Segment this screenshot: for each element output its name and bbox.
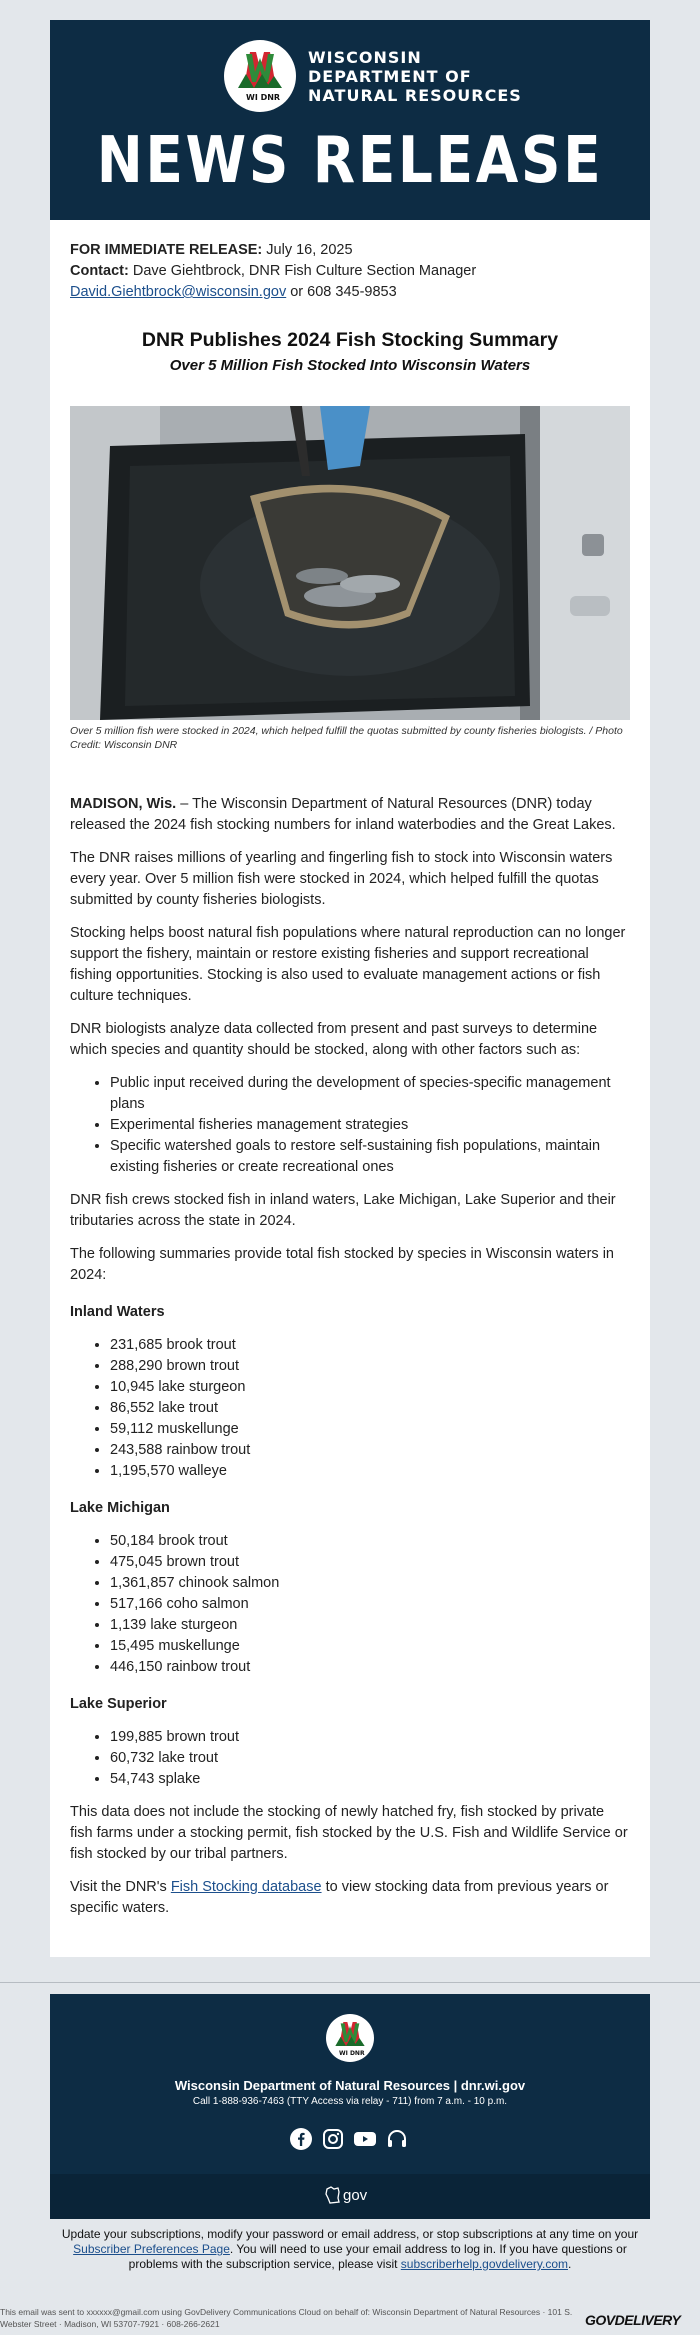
footer-phone: Call 1-888-936-7463 (TTY Access via relay - 711) from 7 a.m. - 10 p.m. [192,2096,508,2107]
factors-list [110,1073,630,1178]
article-body [70,794,630,1919]
inland-waters-list [110,1335,630,1482]
footer-org-title: Wisconsin Department of Natural Resources | dnr.wi.gov [174,2078,526,2093]
list-item: • 446,150 rainbow trout [110,1657,630,1678]
list-item: • Specific watershed goals to restore self-sustaining fish populations, maintain existing fisheries or create recreational ones [110,1136,630,1178]
news-release-card [50,20,650,1957]
facebook-icon[interactable] [288,2126,314,2152]
contact-email-link[interactable]: David.Giehtbrock@wisconsin.gov [70,284,287,300]
sent-notice: This email was sent to xxxxxx@gmail.com using GovDelivery Communications Cloud on behalf of: Wisconsin Department of Natural Resources · 101 S. Webster Street · Madison, WI 53707-7921 · 608-266-2621 [0,2307,573,2329]
list-item: • 1,361,857 chinook salmon [110,1573,630,1594]
subheadline: Over 5 Million Fish Stocked Into Wisconsin Waters [169,357,531,374]
logo-line-2: DEPARTMENT OF [308,66,472,86]
list-item: • 50,184 brook trout [110,1531,630,1552]
release-date-line [70,240,630,261]
contact-label: Contact: [70,263,129,279]
header-banner [50,20,650,220]
lake-superior-heading: Lake Superior [70,1696,167,1712]
inland-waters-heading: Inland Waters [70,1304,165,1320]
contact-name: Dave Giehtbrock, DNR Fish Culture Section Manager [132,263,477,279]
subscriber-help-link[interactable]: subscriberhelp.govdelivery.com [400,2257,568,2271]
p8-after: to view stocking data from previous years or specific waters. [70,1879,609,1916]
lake-michigan-heading: Lake Michigan [70,1500,170,1516]
list-item: • Public input received during the development of species-specific management plans [110,1073,630,1115]
list-item: • 517,166 coho salmon [110,1594,630,1615]
logo-badge: WI DNR [246,93,281,102]
headline: DNR Publishes 2024 Fish Stocking Summary [141,329,559,351]
paragraph-4: DNR biologists analyze data collected from present and past surveys to determine which species and quantity should be stocked, along with other factors such as: [70,1021,598,1058]
list-item: • 86,552 lake trout [110,1398,630,1419]
youtube-icon[interactable] [352,2126,378,2152]
list-item: • Experimental fisheries management strategies [110,1115,630,1136]
footer-dnr-emblem-icon [326,2014,374,2062]
subs-text-a: Update your subscriptions, modify your password or email address, or stop subscriptions at any time on your [61,2227,639,2241]
subs-text-b: . You will need to use your email address to log in. If you have questions or problems with the subscription service, please visit [128,2242,627,2271]
logo-line-3: NATURAL RESOURCES [308,85,522,105]
paragraph-5: DNR fish crews stocked fish in inland waters, Lake Michigan, Lake Superior and their tributaries across the state in 2024. [70,1192,616,1229]
footer-banner [50,1994,650,2219]
list-item: • 231,685 brook trout [110,1335,630,1356]
release-date: July 16, 2025 [266,242,353,258]
paragraph-6: The following summaries provide total fish stocked by species in Wisconsin waters in 2024: [70,1246,614,1283]
gov-label: gov [343,2186,368,2204]
footer-divider [0,1982,700,1983]
intro-text: – The Wisconsin Department of Natural Resources (DNR) today released the 2024 fish stocking numbers for inland waterbodies and the Great Lakes. [70,796,616,833]
subscription-notice [55,2227,645,2272]
logo-line-1: WISCONSIN [308,47,422,67]
list-item: • 243,588 rainbow trout [110,1440,630,1461]
contact-phone: or 608 345-9853 [290,284,397,300]
list-item: • 60,732 lake trout [110,1748,630,1769]
footer-gov-bar [50,2174,650,2219]
list-item: • 288,290 brown trout [110,1356,630,1377]
release-content [50,220,650,1919]
list-item: • 199,885 brown trout [110,1727,630,1748]
paragraph-7: This data does not include the stocking of newly hatched fry, fish stocked by private fish farms under a stocking permit, fish stocked by the U.S. Fish and Wildlife Service or fish stocked by our tribal partners. [70,1804,628,1862]
list-item: • 54,743 splake [110,1769,630,1790]
logo-wordmark [308,48,522,105]
fish-net-photo [70,406,630,720]
subscriber-preferences-link[interactable]: Subscriber Preferences Page [73,2242,230,2256]
list-item: • 475,045 brown trout [110,1552,630,1573]
footer-logo-badge: WI DNR [339,2050,365,2057]
dateline: MADISON, Wis. [70,796,177,812]
list-item: • 1,195,570 walleye [110,1461,630,1482]
podcast-icon[interactable] [384,2126,410,2152]
list-item: • 10,945 lake sturgeon [110,1377,630,1398]
fish-stocking-database-link[interactable]: Fish Stocking database [170,1879,322,1895]
list-item: • 59,112 muskellunge [110,1419,630,1440]
govdelivery-logo[interactable]: GOVDELIVERY [585,2312,681,2328]
social-links [288,2126,410,2152]
paragraph-intro [70,794,630,836]
wisconsin-gov-logo[interactable] [325,2186,367,2204]
release-label: FOR IMMEDIATE RELEASE: [70,242,263,258]
release-meta [70,240,630,303]
subs-text-c: . [567,2257,572,2271]
lake-superior-list [110,1727,630,1790]
news-release-title: NEWS RELEASE [96,124,604,198]
lake-michigan-list [110,1531,630,1678]
paragraph-8 [70,1877,630,1919]
list-item: • 1,139 lake sturgeon [110,1615,630,1636]
dnr-emblem-icon [224,40,296,112]
wisconsin-state-icon [325,2186,341,2204]
paragraph-3: Stocking helps boost natural fish populations where natural reproduction can no longer support the fishery, maintain or restore existing fisheries and support recreational fishing opportunities. Stocking is also used to evaluate management actions or fish culture techniques. [70,925,626,1004]
instagram-icon[interactable] [320,2126,346,2152]
p8-before: Visit the DNR's [70,1879,171,1895]
list-item: • 15,495 muskellunge [110,1636,630,1657]
photo-caption: Over 5 million fish were stocked in 2024, which helped fulfill the quotas submitted by county fisheries biologists. / Photo Credit: Wisconsin DNR [70,725,623,751]
paragraph-2: The DNR raises millions of yearling and fingerling fish to stock into Wisconsin waters every year. Over 5 million fish were stocked in 2024, which helped fulfill the quotas submitted by county fisheries biologists. [70,850,613,908]
contact-line [70,261,630,282]
contact-info-line [70,282,630,303]
dnr-logo [224,40,522,112]
